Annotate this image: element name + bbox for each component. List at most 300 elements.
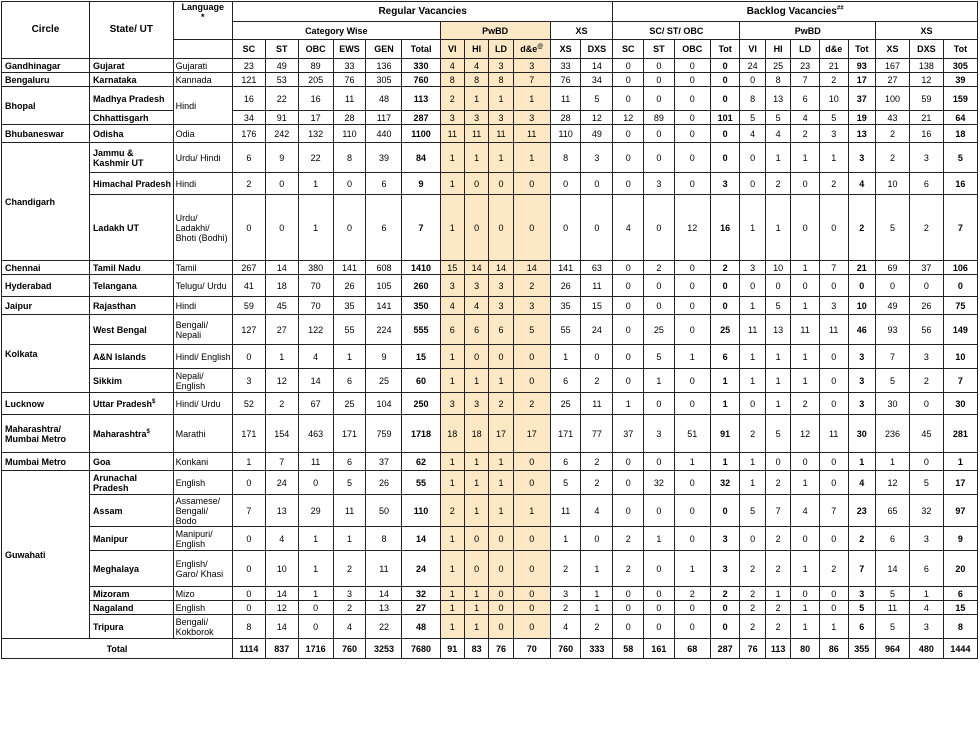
cell-value: 0 [464,195,488,261]
cell-language: Urdu/ Ladakhi/ Bhoti (Bodhi) [173,195,232,261]
cell-value: 0 [613,615,644,639]
cell-value: 1 [740,453,765,471]
cell-value: 463 [298,415,333,453]
total-label: Total [2,639,233,659]
cell-value: 0 [644,143,675,173]
cell-value: 60 [402,369,440,393]
cell-value: 5 [581,87,613,111]
group-regular-vacancies: Regular Vacancies [232,2,612,22]
col-xs: XS [550,40,581,59]
cell-state-text: Nagaland [92,602,134,613]
cell-language: Bengali/ Kokborok [173,615,232,639]
cell-value: 167 [876,59,910,73]
cell-value: 11 [819,415,848,453]
cell-value: 24 [402,551,440,587]
cell-value: 0 [819,195,848,261]
cell-value: 0 [710,601,740,615]
cell-value: 3 [489,275,513,297]
total-value: 760 [550,639,581,659]
cell-value: 0 [581,527,613,551]
cell-value: 2 [765,551,790,587]
cell-value: 0 [513,369,550,393]
cell-value: 1 [550,527,581,551]
cell-value: 30 [943,393,977,415]
cell-value: 55 [550,315,581,345]
total-value: 76 [740,639,765,659]
cell-value: 2 [765,173,790,195]
cell-value: 171 [232,415,265,453]
cell-state-text: Rajasthan [92,300,136,311]
cell-value: 14 [464,261,488,275]
cell-value: 22 [366,615,402,639]
cell-circle: Kolkata [2,315,90,393]
cell-value: 0 [791,275,820,297]
cell-value: 0 [819,453,848,471]
cell-value: 2 [740,587,765,601]
cell-circle: Bhopal [2,87,90,125]
cell-value: 11 [581,275,613,297]
cell-language: Bengali/ Nepali [173,315,232,345]
cell-value: 16 [909,125,943,143]
cell-state-text: Goa [92,456,111,467]
table-row [2,315,978,345]
cell-state-text: A&N Islands [92,351,146,362]
cell-value: 1 [440,527,464,551]
cell-language: Tamil [173,261,232,275]
cell-value: 1 [791,143,820,173]
cell-value: 0 [513,173,550,195]
cell-value: 101 [710,111,740,125]
cell-value: 11 [791,315,820,345]
cell-value: 136 [366,59,402,73]
cell-value: 0 [513,527,550,551]
cell-value: 113 [402,87,440,111]
cell-state [89,59,173,73]
cell-value: 13 [265,495,298,527]
cell-value: 4 [791,111,820,125]
cell-value: 1 [440,587,464,601]
cell-value: 37 [613,415,644,453]
cell-value: 7 [791,73,820,87]
cell-value: 0 [710,495,740,527]
cell-state-text: Chhattisgarh [92,112,149,123]
cell-value: 10 [876,173,910,195]
cell-value: 0 [819,471,848,495]
cell-value: 267 [232,261,265,275]
cell-value: 12 [581,111,613,125]
cell-value: 0 [644,587,675,601]
cell-value: 39 [943,73,977,87]
cell-value: 25 [765,59,790,73]
cell-value: 6 [366,195,402,261]
cell-circle: Guwahati [2,471,90,639]
cell-value: 11 [366,551,402,587]
cell-value: 0 [644,453,675,471]
cell-value: 10 [943,345,977,369]
cell-value: 1 [440,195,464,261]
cell-value: 14 [265,615,298,639]
cell-value: 17 [943,471,977,495]
cell-value: 380 [298,261,333,275]
cell-value: 14 [581,59,613,73]
cell-value: 70 [298,275,333,297]
cell-value: 2 [848,195,876,261]
cell-state-mark: $ [151,398,156,405]
cell-state-text: Uttar Pradesh [92,398,152,409]
cell-value: 34 [581,73,613,87]
cell-value: 4 [440,59,464,73]
cell-value: 26 [909,297,943,315]
cell-state-text: Ladakh UT [92,222,139,233]
cell-value: 51 [674,415,710,453]
cell-value: 0 [644,495,675,527]
cell-value: 6 [333,453,366,471]
cell-value: 21 [909,111,943,125]
cell-circle: Chandigarh [2,143,90,261]
cell-value: 22 [298,143,333,173]
cell-value: 1 [550,345,581,369]
table-row [2,87,978,111]
cell-value: 2 [876,143,910,173]
cell-value: 48 [402,615,440,639]
cell-value: 37 [366,453,402,471]
cell-value: 14 [366,587,402,601]
cell-value: 11 [440,125,464,143]
cell-value: 4 [613,195,644,261]
cell-value: 0 [581,345,613,369]
cell-value: 32 [909,495,943,527]
cell-value: 33 [333,59,366,73]
cell-value: 2 [710,261,740,275]
cell-state [89,453,173,471]
cell-value: 1 [440,173,464,195]
cell-value: 0 [791,173,820,195]
cell-state-text: Mizoram [92,588,130,599]
cell-value: 2 [791,125,820,143]
total-value: 113 [765,639,790,659]
cell-state-text: Tripura [92,621,124,632]
cell-value: 12 [265,369,298,393]
cell-value: 1 [440,471,464,495]
cell-state [89,315,173,345]
cell-value: 4 [740,125,765,143]
cell-value: 5 [765,111,790,125]
cell-value: 21 [819,59,848,73]
cell-value: 1100 [402,125,440,143]
cell-value: 0 [909,453,943,471]
col-circle: Circle [2,2,90,59]
cell-value: 5 [876,587,910,601]
table-row [2,551,978,587]
cell-value: 1 [765,393,790,415]
cell-value: 5 [765,415,790,453]
cell-value: 3 [848,369,876,393]
cell-value: 3 [464,275,488,297]
cell-value: 1 [909,587,943,601]
cell-value: 6 [489,315,513,345]
cell-value: 24 [581,315,613,345]
cell-value: 1 [513,495,550,527]
cell-value: 0 [819,527,848,551]
cell-value: 0 [513,551,550,587]
cell-state [89,73,173,87]
cell-value: 35 [550,297,581,315]
cell-value: 3 [909,527,943,551]
cell-value: 3 [513,59,550,73]
cell-value: 0 [710,143,740,173]
col-backlog-ld: LD [791,40,820,59]
col-language-spacer [173,40,232,59]
cell-value: 0 [674,87,710,111]
cell-value: 50 [366,495,402,527]
cell-value: 0 [550,195,581,261]
cell-value: 25 [710,315,740,345]
cell-value: 2 [613,551,644,587]
cell-circle: Jaipur [2,297,90,315]
cell-value: 0 [298,615,333,639]
col-backlog-obc: OBC [674,40,710,59]
cell-state-text: Manipur [92,533,128,544]
cell-value: 0 [876,275,910,297]
cell-language: Odia [173,125,232,143]
cell-language: Hindi [173,87,232,125]
cell-value: 1 [581,601,613,615]
cell-value: 17 [298,111,333,125]
total-row [2,639,978,659]
cell-value: 1 [440,345,464,369]
cell-value: 0 [848,275,876,297]
cell-value: 0 [674,275,710,297]
cell-value: 30 [876,393,910,415]
cell-value: 15 [402,345,440,369]
cell-value: 154 [265,415,298,453]
cell-language: Konkani [173,453,232,471]
cell-value: 0 [644,551,675,587]
cell-value: 250 [402,393,440,415]
cell-value: 14 [402,527,440,551]
cell-value: 0 [298,471,333,495]
cell-value: 1 [440,551,464,587]
cell-value: 110 [333,125,366,143]
total-value: 1444 [943,639,977,659]
cell-value: 7 [876,345,910,369]
cell-value: 46 [848,315,876,345]
cell-value: 0 [674,495,710,527]
cell-value: 17 [489,415,513,453]
cell-value: 287 [402,111,440,125]
cell-value: 0 [644,275,675,297]
cell-value: 19 [848,111,876,125]
cell-value: 3 [710,173,740,195]
table-row [2,111,978,125]
cell-state [89,601,173,615]
cell-value: 89 [644,111,675,125]
cell-value: 1 [765,345,790,369]
cell-value: 2 [581,471,613,495]
cell-value: 13 [366,601,402,615]
cell-value: 0 [674,59,710,73]
cell-value: 1 [440,369,464,393]
cell-value: 39 [366,143,402,173]
cell-value: 0 [674,315,710,345]
cell-value: 205 [298,73,333,87]
cell-value: 32 [402,587,440,601]
cell-value: 21 [848,261,876,275]
cell-value: 41 [232,275,265,297]
cell-value: 242 [265,125,298,143]
cell-value: 8 [333,143,366,173]
cell-value: 2 [440,495,464,527]
cell-value: 2 [333,601,366,615]
cell-value: 5 [819,111,848,125]
cell-value: 3 [848,587,876,601]
cell-value: 1 [791,615,820,639]
cell-value: 2 [644,261,675,275]
cell-value: 0 [710,275,740,297]
cell-value: 18 [464,415,488,453]
cell-value: 6 [550,369,581,393]
cell-value: 1 [765,143,790,173]
table-row [2,173,978,195]
cell-value: 132 [298,125,333,143]
cell-value: 0 [613,471,644,495]
cell-value: 0 [613,173,644,195]
cell-circle: Gandhinagar [2,59,90,73]
cell-value: 0 [613,87,644,111]
cell-value: 236 [876,415,910,453]
cell-value: 17 [848,73,876,87]
cell-value: 2 [232,173,265,195]
cell-value: 1 [298,173,333,195]
cell-language: Hindi/ Urdu [173,393,232,415]
cell-value: 0 [232,551,265,587]
cell-state [89,261,173,275]
cell-value: 0 [674,471,710,495]
table-row [2,261,978,275]
cell-value: 8 [765,73,790,87]
col-backlog-sc: SC [613,40,644,59]
cell-value: 1 [791,369,820,393]
cell-value: 11 [489,125,513,143]
cell-value: 6 [876,527,910,551]
cell-value: 2 [819,551,848,587]
cell-state-text: Karnataka [92,74,137,85]
table-row [2,369,978,393]
total-value: 86 [819,639,848,659]
cell-value: 1 [489,369,513,393]
cell-value: 1 [464,601,488,615]
cell-value: 16 [710,195,740,261]
cell-value: 0 [644,601,675,615]
total-value: 3253 [366,639,402,659]
cell-value: 0 [644,393,675,415]
cell-value: 2 [909,195,943,261]
cell-value: 1 [791,471,820,495]
cell-value: 8 [489,73,513,87]
cell-value: 3 [848,345,876,369]
cell-value: 25 [366,369,402,393]
cell-value: 33 [550,59,581,73]
group-pwbd: PwBD [440,22,550,40]
cell-value: 32 [644,471,675,495]
cell-value: 1 [440,615,464,639]
cell-value: 76 [550,73,581,87]
cell-state [89,587,173,601]
cell-value: 7 [513,73,550,87]
cell-value: 0 [644,125,675,143]
cell-value: 2 [819,73,848,87]
cell-value: 0 [613,587,644,601]
cell-value: 13 [765,315,790,345]
cell-value: 4 [765,125,790,143]
cell-value: 29 [298,495,333,527]
cell-value: 1 [232,453,265,471]
cell-value: 11 [550,495,581,527]
table-row [2,587,978,601]
cell-value: 1 [740,297,765,315]
col-backlog-xs-tot: Tot [943,40,977,59]
cell-value: 9 [402,173,440,195]
cell-value: 3 [848,143,876,173]
table-row [2,601,978,615]
cell-value: 1 [489,143,513,173]
cell-value: 11 [740,315,765,345]
cell-value: 43 [876,111,910,125]
cell-value: 5 [740,111,765,125]
cell-value: 1 [710,453,740,471]
cell-state-text: Telangana [92,280,137,291]
cell-value: 224 [366,315,402,345]
cell-value: 0 [740,527,765,551]
cell-value: 0 [740,143,765,173]
cell-value: 6 [464,315,488,345]
cell-value: 8 [232,615,265,639]
cell-value: 49 [265,59,298,73]
cell-value: 1 [765,195,790,261]
col-backlog-st: ST [644,40,675,59]
cell-language: Hindi [173,173,232,195]
cell-value: 1 [464,369,488,393]
cell-value: 18 [943,125,977,143]
cell-value: 1 [674,345,710,369]
cell-value: 0 [710,73,740,87]
cell-value: 0 [232,471,265,495]
cell-value: 3 [644,173,675,195]
cell-value: 55 [402,471,440,495]
cell-value: 171 [333,415,366,453]
cell-value: 6 [710,345,740,369]
cell-value: 37 [848,87,876,111]
cell-value: 0 [674,111,710,125]
cell-value: 6 [550,453,581,471]
cell-value: 18 [440,415,464,453]
cell-value: 37 [909,261,943,275]
cell-value: 5 [943,143,977,173]
cell-value: 25 [550,393,581,415]
cell-value: 0 [644,297,675,315]
cell-value: 2 [674,587,710,601]
cell-value: 3 [513,297,550,315]
group-xs: XS [550,22,613,40]
cell-state [89,527,173,551]
cell-value: 1 [791,551,820,587]
cell-value: 2 [876,125,910,143]
cell-value: 5 [876,369,910,393]
cell-value: 2 [513,275,550,297]
cell-value: 1 [644,527,675,551]
cell-value: 28 [333,111,366,125]
cell-value: 0 [489,551,513,587]
